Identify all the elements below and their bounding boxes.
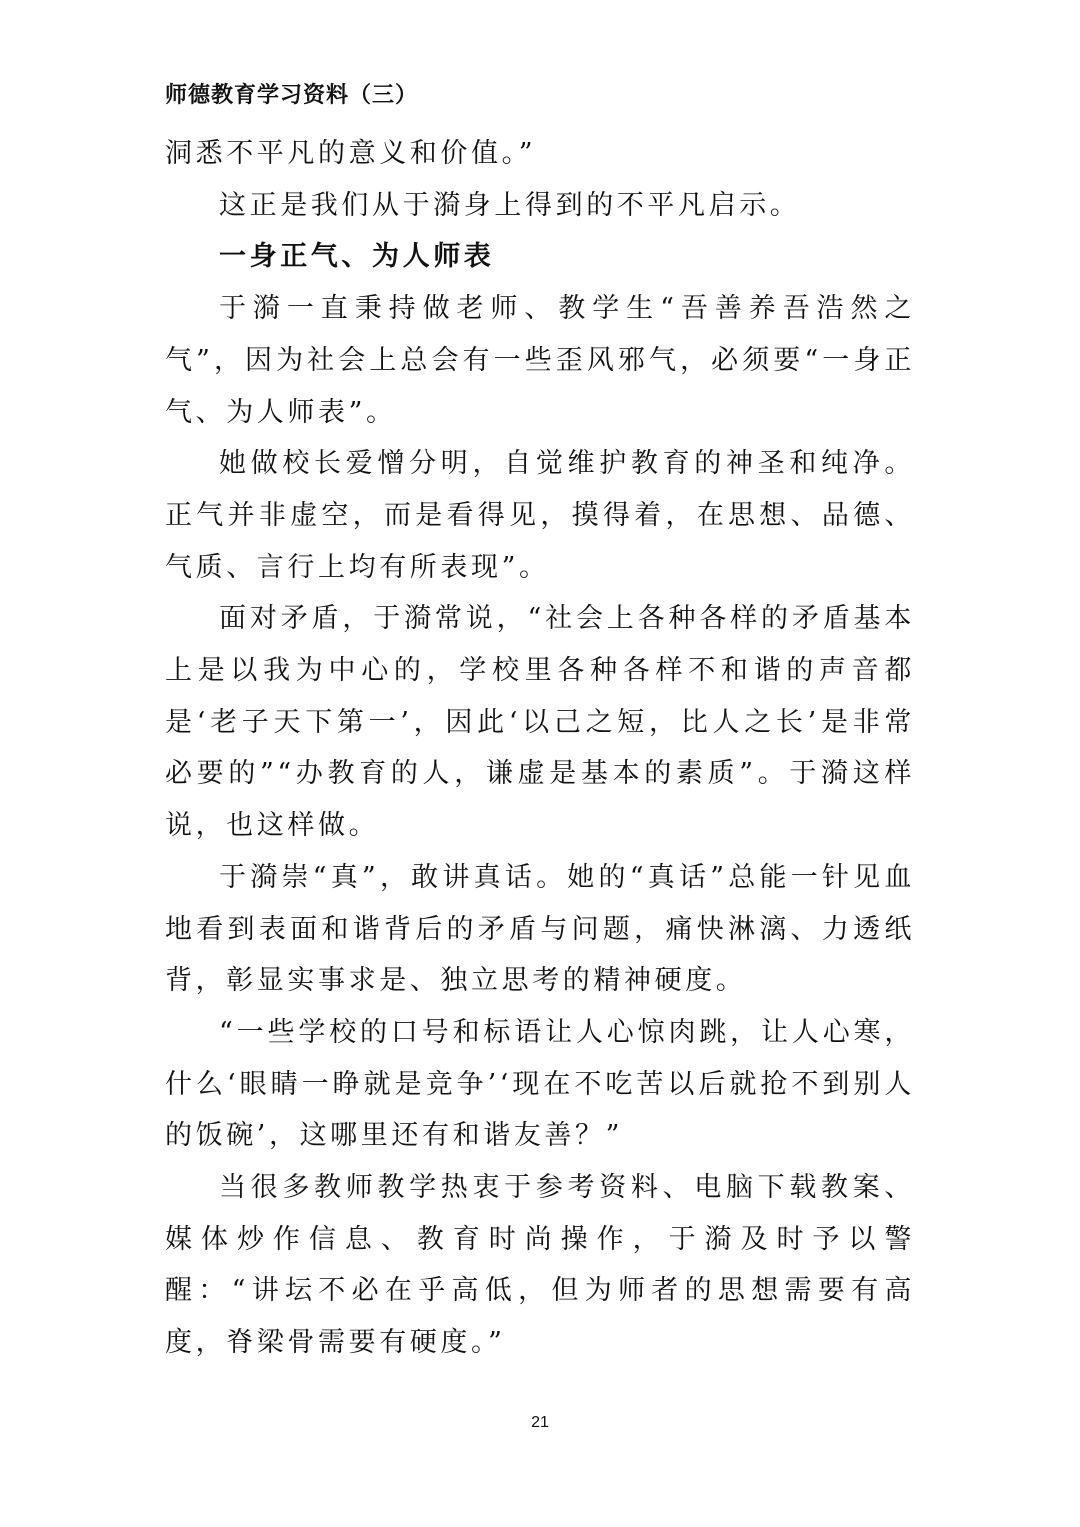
paragraph: 于漪一直秉持做老师、教学生“吾善养吾浩然之气”，因为社会上总会有一些歪风邪气，必须要“一身正气、为人师表”。: [165, 293, 915, 428]
section-heading: 一身正气、为人师表: [219, 241, 495, 273]
body-text: [165, 128, 915, 1369]
paragraph: 她做校长爱憎分明，自觉维护教育的神圣和纯净。正气并非虚空，而是看得见，摸得着，在思想、品德、气质、言行上均有所表现”。: [165, 448, 915, 583]
paragraph: 于漪崇“真”，敢讲真话。她的“真话”总能一针见血地看到表面和谐背后的矛盾与问题，痛快淋漓、力透纸背，彰显实事求是、独立思考的精神硬度。: [165, 861, 915, 997]
paragraph-continuation: 洞悉不平凡的意义和价值。”: [165, 138, 537, 169]
paragraph: 面对矛盾，于漪常说，“社会上各种各样的矛盾基本上是以我为中心的，学校里各种各样不和谐的声音都是‘老子天下第一’，因此‘以己之短，比人之长’是非常必要的”“办教育的人，谦虚是基本的素质”。于漪这样说，也这样做。: [165, 603, 915, 842]
paragraph: 这正是我们从于漪身上得到的不平凡启示。: [219, 189, 801, 221]
paragraph: “一些学校的口号和标语让人心惊肉跳，让人心寒，什么‘眼睛一睁就是竞争’‘现在不吃苦以后就抢不到别人的饭碗’，这哪里还有和谐友善？”: [165, 1016, 915, 1152]
page-number: 21: [531, 1414, 549, 1431]
paragraph: 当很多教师教学热衷于参考资料、电脑下载教案、媒体炒作信息、教育时尚操作，于漪及时予以警醒：“讲坛不必在乎高低，但为师者的思想需要有高度，脊梁骨需要有硬度。”: [165, 1172, 915, 1359]
document-header: 师德教育学习资料（三）: [165, 82, 419, 108]
